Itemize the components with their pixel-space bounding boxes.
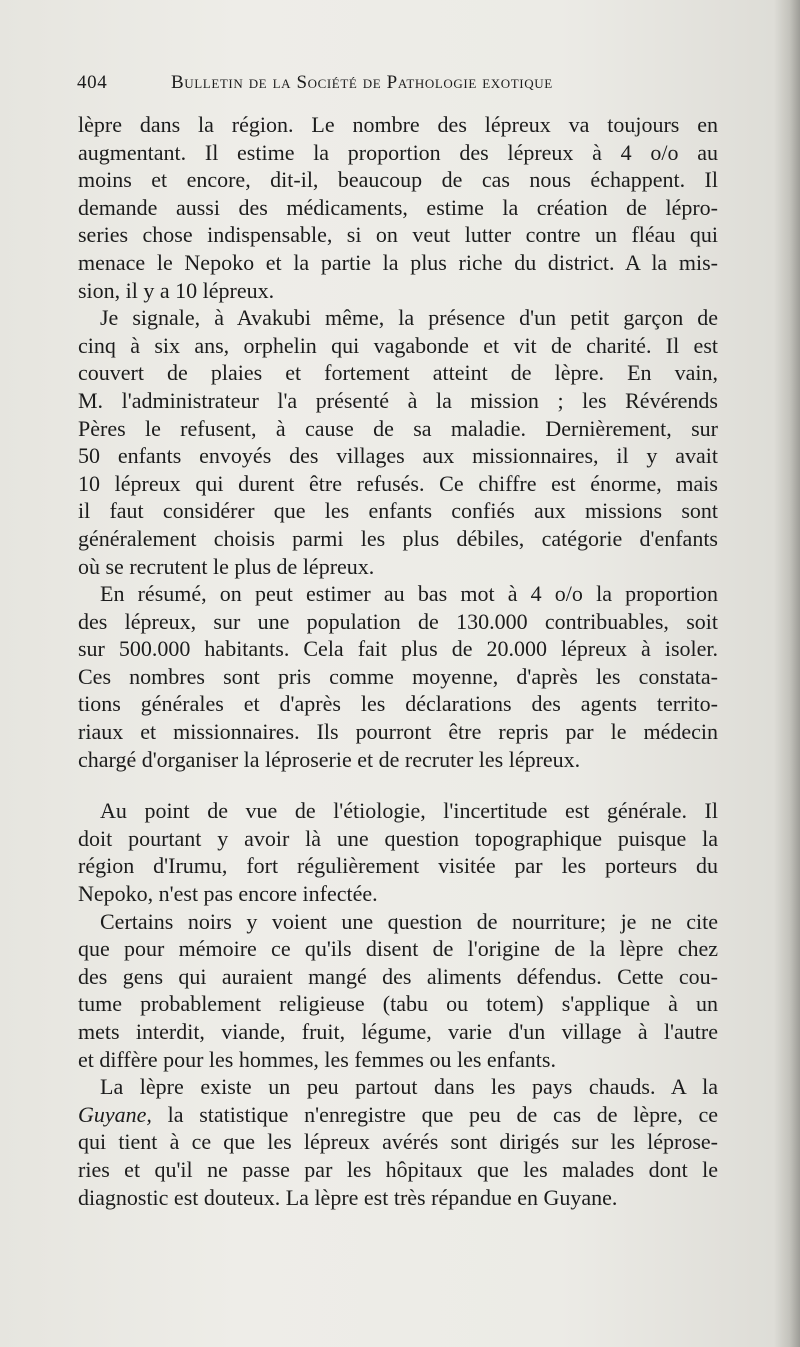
text-line: sur 500.000 habitants. Cela fait plus de 20.000 lépreux à isoler. (78, 636, 718, 662)
text-line: couvert de plaies et fortement atteint de lèpre. En vain, (78, 360, 718, 386)
text-line: 50 enfants envoyés des villages aux missionnaires, il y avait (78, 443, 718, 469)
paragraph (78, 908, 718, 1074)
text-line: des lépreux, sur une population de 130.000 contribuables, soit (78, 608, 718, 634)
paragraph (78, 304, 718, 580)
text-line: doit pourtant y avoir là une question topographique puisque la (78, 825, 718, 851)
text-line: chargé d'organiser la léproserie et de recruter les lépreux. (78, 746, 581, 772)
page-number: 404 (77, 72, 108, 93)
text-line: M. l'administrateur l'a présenté à la mission ; les Révérends (78, 387, 718, 413)
text-line: Pères le refusent, à cause de sa maladie. Dernièrement, sur (78, 415, 718, 441)
text-line: où se recrutent le plus de lépreux. (78, 553, 375, 579)
text-line: Au point de vue de l'étiologie, l'incertitude est générale. Il (100, 798, 718, 824)
paragraph (78, 111, 718, 304)
text-line: tume probablement religieuse (tabu ou totem) s'applique à un (78, 991, 718, 1017)
text-line: Nepoko, n'est pas encore infectée. (78, 881, 378, 907)
text-line: que pour mémoire ce qu'ils disent de l'origine de la lèpre chez (78, 936, 718, 962)
text-line: menace le Nepoko et la partie la plus riche du district. A la mis- (78, 249, 718, 275)
text-line: mets interdit, viande, fruit, légume, varie d'un village à l'autre (78, 1019, 718, 1044)
text-line: riaux et missionnaires. Ils pourront être repris par le médecin (78, 719, 718, 745)
paragraph (78, 580, 718, 773)
text-line: sion, il y a 10 lépreux. (78, 277, 275, 303)
text-line: et diffère pour les hommes, les femmes ou les enfants. (78, 1046, 556, 1072)
text-line: Je signale, à Avakubi même, la présence d'un petit garçon de (100, 305, 718, 331)
text-line: cinq à six ans, orphelin qui vagabonde et vit de charité. Il est (78, 332, 718, 358)
place-name-italic: Guyane, (78, 1101, 152, 1127)
text-line: région d'Irumu, fort régulièrement visitée par les porteurs du (78, 853, 718, 879)
running-title: Bulletin de la Société de Pathologie exotique (171, 72, 553, 93)
text-line: qui tient à ce que les lépreux avérés sont dirigés sur les léprose- (78, 1129, 718, 1155)
text-line: ries et qu'il ne passe par les hôpitaux que les malades dont le (78, 1156, 718, 1182)
text-line: En résumé, on peut estimer au bas mot à 4 o/o la proportion (100, 581, 718, 607)
text-line: moins et encore, dit-il, beaucoup de cas nous échappent. Il (78, 167, 718, 193)
text-line: La lèpre existe un peu partout dans les pays chauds. A la (100, 1074, 718, 1100)
body-text (78, 111, 718, 1211)
text-line: il faut considérer que les enfants confiés aux missions sont (78, 498, 718, 524)
text-line: augmentant. Il estime la proportion des lépreux à 4 o/o au (78, 139, 718, 165)
text-line: Certains noirs y voient une question de nourriture; je ne cite (100, 908, 718, 934)
text-line: tions générales et d'après les déclarations des agents territo- (78, 691, 718, 717)
text-line: Ces nombres sont pris comme moyenne, d'après les constata- (78, 663, 718, 689)
page-binding-shadow (774, 0, 800, 1347)
page-header (77, 72, 647, 100)
paragraph (78, 1073, 718, 1211)
text-line: series chose indispensable, si on veut lutter contre un fléau qui (78, 222, 718, 248)
text-line: des gens qui auraient mangé des aliments défendus. Cette cou- (78, 963, 718, 989)
section-gap (78, 773, 718, 797)
paragraph (78, 797, 718, 907)
text-line: demande aussi des médicaments, estime la création de lépro- (78, 194, 718, 220)
text-line: généralement choisis parmi les plus débiles, catégorie d'enfants (78, 525, 718, 551)
text-line: lèpre dans la région. Le nombre des lépreux va toujours en (78, 112, 718, 137)
text-fragment: la statistique n'enregistre que peu de cas de lèpre, ce (167, 1101, 719, 1127)
text-line: diagnostic est douteux. La lèpre est très répandue en Guyane. (78, 1184, 618, 1210)
text-line: 10 lépreux qui durent être refusés. Ce chiffre est énorme, mais (78, 470, 718, 496)
text-line (78, 1101, 718, 1129)
